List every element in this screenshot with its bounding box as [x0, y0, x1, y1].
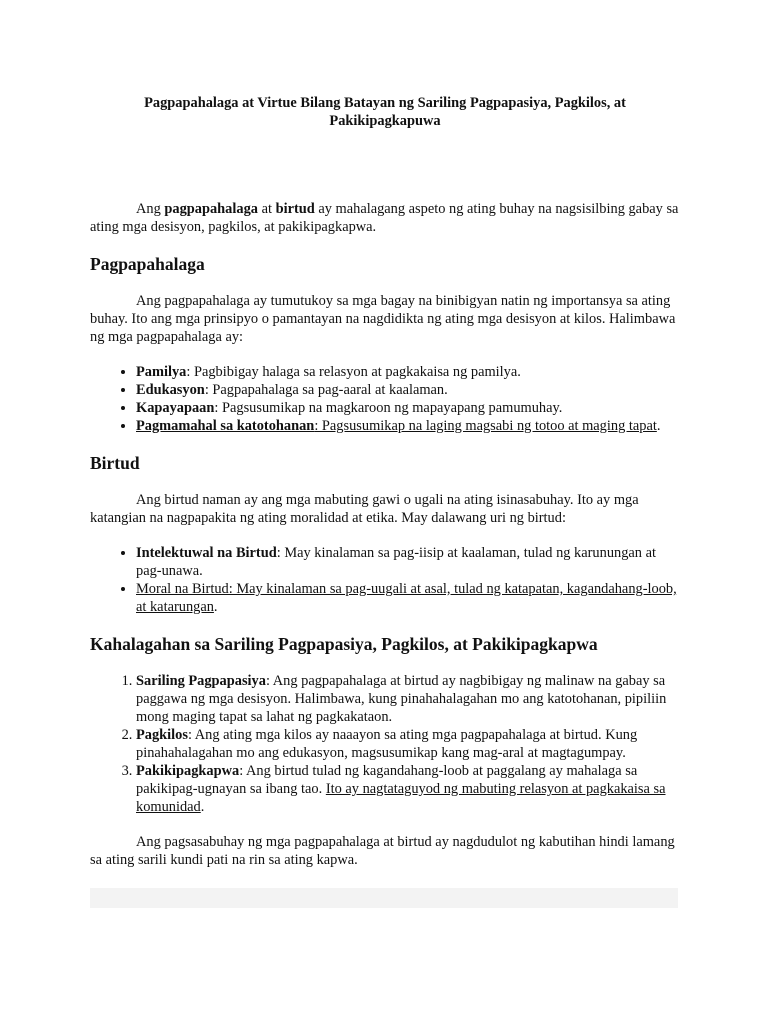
intro-text-1: Ang [136, 201, 165, 217]
list-item [136, 381, 680, 399]
list-item-term: Intelektuwal na Birtud [136, 545, 277, 561]
list-item-text: : May kinalaman sa pag-iisip at kaalaman, tulad ng karunungan at pag-unawa. [136, 545, 656, 579]
list-item-term: Pagkilos [136, 727, 188, 743]
intro-bold-1: pagpapahalaga [164, 201, 258, 217]
list-item [136, 544, 680, 580]
list-item-text: Moral na Birtud: May kinalaman sa pag-uugali at asal, tulad ng katapatan, kagandahang-loob, at katarungan [136, 581, 677, 615]
list-item-end: . [213, 599, 218, 615]
list-item-underlined: Ito ay nagtataguyod ng mabuting relasyon at pagkakaisa sa komunidad [136, 781, 666, 815]
list-item-text: : Ang pagpapahalaga at birtud ay nagbibigay ng malinaw na gabay sa paggawa ng mga desisyon. Halimbawa, kung pinahahalagahan mo ang katotohanan, pipiliin mong maging tapat sa lahat ng pagkakataon. [136, 673, 667, 725]
importance-list [90, 672, 680, 816]
intro-text-2: at [257, 201, 276, 217]
list-item-text: : Ang birtud tulad ng kagandahang-loob at paggalang ay mahalaga sa pakikipag-ugnayan sa ibang tao. [136, 763, 638, 797]
list-item [136, 363, 680, 381]
list-item-end: . [656, 418, 661, 434]
document-body [90, 94, 680, 869]
section-paragraph-pagpapahalaga: Ang pagpapahalaga ay tumutukoy sa mga bagay na binibigyan natin ng importansya sa ating buhay. Ito ang mga prinsipyo o pamantayan na nagdidikta ng ating mga desisyon at kilos. Halimbawa ng mga pagpapahalaga ay: [90, 293, 676, 345]
list-item [136, 726, 680, 762]
section-heading-birtud: Birtud [90, 453, 140, 473]
list-item-text: : Pagbibigay halaga sa relasyon at pagkakaisa ng pamilya. [186, 364, 521, 380]
list-item-text: : Pagpapahalaga sa pag-aaral at kaalaman. [204, 382, 448, 398]
list-item-term: Edukasyon [136, 382, 205, 398]
closing-paragraph: Ang pagsasabuhay ng mga pagpapahalaga at birtud ay nagdudulot ng kabutihan hindi lamang sa ating sarili kundi pati na rin sa ating kapwa. [90, 834, 675, 868]
section-heading-pagpapahalaga: Pagpapahalaga [90, 254, 205, 274]
section-paragraph-birtud: Ang birtud naman ay ang mga mabuting gawi o ugali na ating isinasabuhay. Ito ay mga katangian na nagpapakita ng ating moralidad at etika. May dalawang uri ng birtud: [90, 492, 639, 526]
list-item-term: Kapayapaan [136, 400, 215, 416]
list-item [136, 399, 680, 417]
section-heading-kahalagahan: Kahalagahan sa Sariling Pagpapasiya, Pagkilos, at Pakikipagkapwa [90, 634, 598, 654]
virtues-list [90, 544, 680, 616]
list-item-term: Sariling Pagpapasiya [136, 673, 266, 689]
intro-bold-2: birtud [275, 201, 315, 217]
values-list [90, 363, 680, 435]
intro-text-3: ay mahalagang aspeto ng ating buhay na nagsisilbing gabay sa ating mga desisyon, pagkilos, at pakikipagkapwa. [90, 201, 679, 235]
list-item [136, 762, 680, 816]
list-item-end: . [200, 799, 205, 815]
list-item [136, 417, 680, 435]
list-item-term: Pakikipagkapwa [136, 763, 240, 779]
list-item-text: : Pagsusumikap na laging magsabi ng totoo at maging tapat [314, 418, 657, 434]
list-item-text: : Pagsusumikap na magkaroon ng mapayapang pamumuhay. [214, 400, 563, 416]
page-footer-bar [90, 888, 678, 908]
list-item-text: : Ang ating mga kilos ay naaayon sa ating mga pagpapahalaga at birtud. Kung pinahahalagahan mo ang edukasyon, magsusumikap kang mag-aral at magtagumpay. [136, 727, 638, 761]
list-item [136, 672, 680, 726]
list-item-term: Pagmamahal sa katotohanan [136, 418, 315, 434]
list-item [136, 580, 680, 616]
list-item-term: Pamilya [136, 364, 187, 380]
intro-paragraph [90, 200, 680, 236]
document-title: Pagpapahalaga at Virtue Bilang Batayan ng Sariling Pagpapasiya, Pagkilos, at Pakikipagkapuwa [144, 95, 626, 129]
